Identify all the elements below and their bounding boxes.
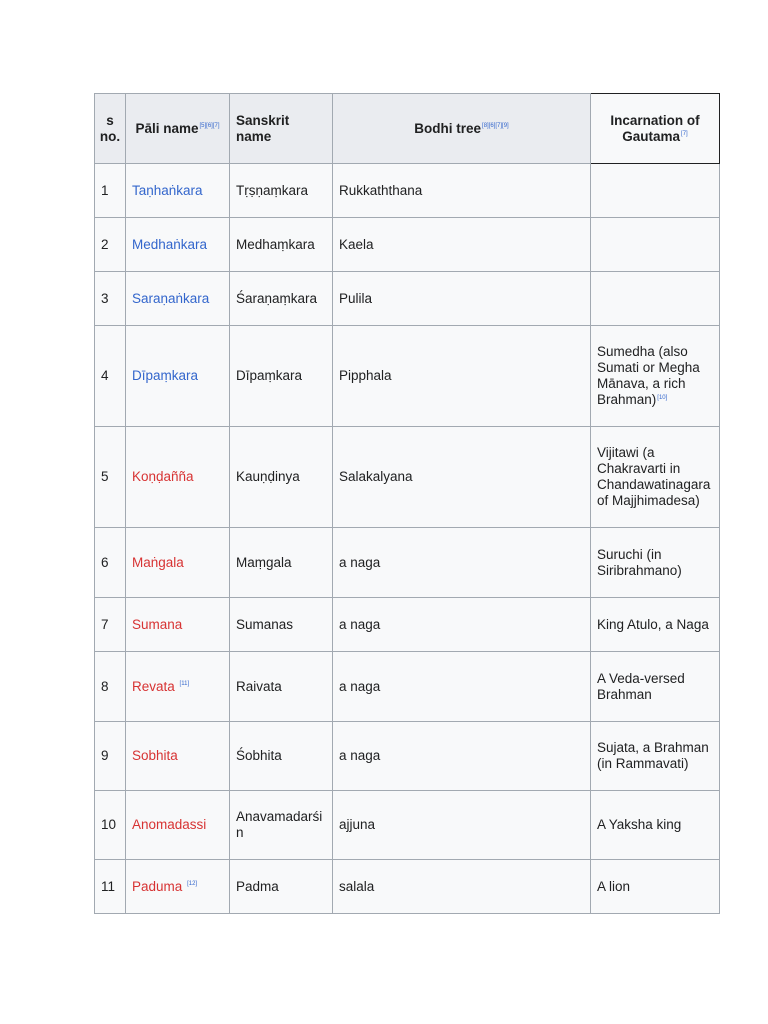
- sanskrit-name-cell: [230, 598, 333, 652]
- header-pali-label: Pāli name: [135, 120, 199, 136]
- header-sno: [95, 94, 126, 164]
- pali-name-cell-text[interactable]: Saraṇaṅkara: [132, 290, 210, 306]
- sanskrit-name-cell-text: Anavamadarśin: [236, 809, 323, 840]
- incarnation-cell-text: Sujata, a Brahman (in Rammavati): [597, 740, 709, 771]
- sanskrit-name-cell-text: Dīpaṃkara: [236, 368, 303, 383]
- row-number-cell: [95, 598, 126, 652]
- sanskrit-name-cell: [230, 218, 333, 272]
- incarnation-cell-text: Vijitawi (a Chakravarti in Chandawatinagara of Majjhimadesa): [597, 445, 711, 508]
- pali-name-cell-text[interactable]: Medhaṅkara: [132, 236, 208, 252]
- row-number-cell-text: 3: [101, 290, 109, 306]
- bodhi-tree-cell: [333, 652, 591, 722]
- pali-name-cell-text[interactable]: Koṇḍañña: [132, 469, 194, 484]
- bodhi-tree-cell: [333, 528, 591, 598]
- row-number-cell: [95, 528, 126, 598]
- bodhi-tree-cell-text: a naga: [339, 554, 381, 570]
- incarnation-cell: [591, 427, 720, 528]
- pali-name-cell: [126, 164, 230, 218]
- pali-name-cell: [126, 598, 230, 652]
- header-bodhi: [333, 94, 591, 164]
- bodhi-tree-cell: [333, 722, 591, 791]
- sanskrit-name-cell-text: Kauṇḍinya: [236, 469, 300, 484]
- row-number-cell-text: 11: [101, 878, 116, 894]
- pali-name-cell: [126, 218, 230, 272]
- pali-name-cell-text[interactable]: Dīpaṃkara: [132, 368, 199, 383]
- header-incarnation: [591, 94, 720, 164]
- bodhi-tree-cell-text: Rukkaththana: [339, 182, 423, 198]
- pali-name-cell-text[interactable]: Revata: [132, 678, 175, 694]
- incarnation-cell: [591, 860, 720, 914]
- header-row: [95, 94, 720, 164]
- buddhas-table: [94, 93, 720, 914]
- bodhi-tree-cell-text: Kaela: [339, 236, 374, 252]
- sanskrit-name-cell: [230, 272, 333, 326]
- table-row: [95, 598, 720, 652]
- sanskrit-name-cell-text: Śaraṇaṃkara: [236, 290, 318, 306]
- header-bodhi-label: Bodhi tree: [414, 120, 482, 136]
- bodhi-tree-cell: [333, 427, 591, 528]
- bodhi-tree-cell-text: a naga: [339, 616, 381, 632]
- pali-name-cell: [126, 528, 230, 598]
- header-pali: [126, 94, 230, 164]
- table-row: [95, 218, 720, 272]
- pali-name-ref[interactable]: [12]: [187, 881, 198, 887]
- pali-name-cell: [126, 791, 230, 860]
- incarnation-cell-text: Sumedha (also Sumati or Megha Mānava, a rich Brahman): [597, 344, 700, 407]
- table-row: [95, 528, 720, 598]
- row-number-cell: [95, 427, 126, 528]
- row-number-cell: [95, 164, 126, 218]
- header-sanskrit: [230, 94, 333, 164]
- row-number-cell: [95, 722, 126, 791]
- table-row: [95, 791, 720, 860]
- pali-name-cell: [126, 326, 230, 427]
- row-number-cell: [95, 326, 126, 427]
- pali-name-ref[interactable]: [11]: [179, 681, 190, 687]
- pali-name-cell: [126, 860, 230, 914]
- sanskrit-name-cell: [230, 791, 333, 860]
- row-number-cell-text: 4: [101, 368, 109, 383]
- row-number-cell-text: 6: [101, 554, 109, 570]
- bodhi-tree-cell-text: Pulila: [339, 290, 373, 306]
- row-number-cell-text: 1: [101, 182, 109, 198]
- sanskrit-name-cell-text: Raivata: [236, 678, 282, 694]
- bodhi-tree-cell-text: a naga: [339, 678, 381, 694]
- sanskrit-name-cell: [230, 326, 333, 427]
- bodhi-tree-cell-text: a naga: [339, 748, 381, 763]
- incarnation-cell-text: King Atulo, a Naga: [597, 616, 709, 632]
- pali-name-cell-text[interactable]: Sumana: [132, 616, 183, 632]
- incarnation-cell-text: Suruchi (in Siribrahmano): [597, 546, 682, 578]
- table-row: [95, 427, 720, 528]
- pali-name-cell: [126, 722, 230, 791]
- incarnation-cell: [591, 598, 720, 652]
- pali-name-cell-text[interactable]: Maṅgala: [132, 554, 184, 570]
- incarnation-cell-text: A Yaksha king: [597, 817, 682, 832]
- sanskrit-name-cell-text: Padma: [236, 878, 279, 894]
- row-number-cell-text: 8: [101, 678, 109, 694]
- sanskrit-name-cell-text: Sumanas: [236, 616, 294, 632]
- header-sno-label: s no.: [99, 112, 121, 144]
- pali-name-cell-text[interactable]: Paduma: [132, 878, 183, 894]
- bodhi-tree-cell: [333, 218, 591, 272]
- incarnation-cell: [591, 218, 720, 272]
- table-body: [95, 164, 720, 914]
- table-row: [95, 652, 720, 722]
- incarnation-cell: [591, 326, 720, 427]
- row-number-cell-text: 5: [101, 469, 109, 484]
- sanskrit-name-cell: [230, 722, 333, 791]
- pali-name-cell: [126, 272, 230, 326]
- pali-name-cell: [126, 427, 230, 528]
- header-sanskrit-label: Sanskrit name: [236, 112, 290, 144]
- bodhi-tree-cell: [333, 598, 591, 652]
- sanskrit-name-cell: [230, 528, 333, 598]
- row-number-cell-text: 9: [101, 748, 109, 763]
- row-number-cell: [95, 791, 126, 860]
- incarnation-cell-text: A Veda-versed Brahman: [597, 670, 685, 702]
- bodhi-tree-cell: [333, 860, 591, 914]
- header-pali-ref[interactable]: [5][6][7]: [199, 123, 220, 129]
- bodhi-tree-cell: [333, 791, 591, 860]
- sanskrit-name-cell-text: Tṛṣṇaṃkara: [236, 182, 309, 198]
- row-number-cell: [95, 652, 126, 722]
- incarnation-cell-text: A lion: [597, 878, 631, 894]
- sanskrit-name-cell-text: Medhaṃkara: [236, 236, 315, 252]
- header-incarnation-ref[interactable]: [7]: [681, 131, 688, 137]
- sanskrit-name-cell-text: Śobhita: [236, 748, 282, 763]
- incarnation-cell: [591, 652, 720, 722]
- pali-name-cell-text[interactable]: Sobhita: [132, 748, 178, 763]
- bodhi-tree-cell: [333, 164, 591, 218]
- row-number-cell: [95, 272, 126, 326]
- bodhi-tree-cell-text: Pipphala: [339, 368, 392, 383]
- row-number-cell-text: 7: [101, 616, 109, 632]
- table-row: [95, 326, 720, 427]
- sanskrit-name-cell: [230, 164, 333, 218]
- incarnation-ref[interactable]: [10]: [657, 394, 668, 401]
- row-number-cell: [95, 218, 126, 272]
- row-number-cell: [95, 860, 126, 914]
- sanskrit-name-cell-text: Maṃgala: [236, 554, 292, 570]
- bodhi-tree-cell-text: ajjuna: [339, 817, 376, 832]
- header-incarnation-label: Incarnation of Gautama: [610, 112, 700, 144]
- incarnation-cell: [591, 528, 720, 598]
- table-row: [95, 164, 720, 218]
- incarnation-cell: [591, 272, 720, 326]
- header-bodhi-ref[interactable]: [8][6][7][9]: [482, 123, 509, 129]
- table-row: [95, 272, 720, 326]
- incarnation-cell: [591, 791, 720, 860]
- table-row: [95, 722, 720, 791]
- sanskrit-name-cell: [230, 427, 333, 528]
- incarnation-cell: [591, 722, 720, 791]
- pali-name-cell-text[interactable]: Anomadassi: [132, 817, 207, 832]
- row-number-cell-text: 10: [101, 817, 117, 832]
- incarnation-cell: [591, 164, 720, 218]
- bodhi-tree-cell: [333, 326, 591, 427]
- bodhi-tree-cell-text: salala: [339, 878, 375, 894]
- pali-name-cell: [126, 652, 230, 722]
- pali-name-cell-text[interactable]: Taṇhaṅkara: [132, 182, 203, 198]
- row-number-cell-text: 2: [101, 236, 109, 252]
- sanskrit-name-cell: [230, 860, 333, 914]
- table-row: [95, 860, 720, 914]
- sanskrit-name-cell: [230, 652, 333, 722]
- bodhi-tree-cell: [333, 272, 591, 326]
- bodhi-tree-cell-text: Salakalyana: [339, 469, 413, 484]
